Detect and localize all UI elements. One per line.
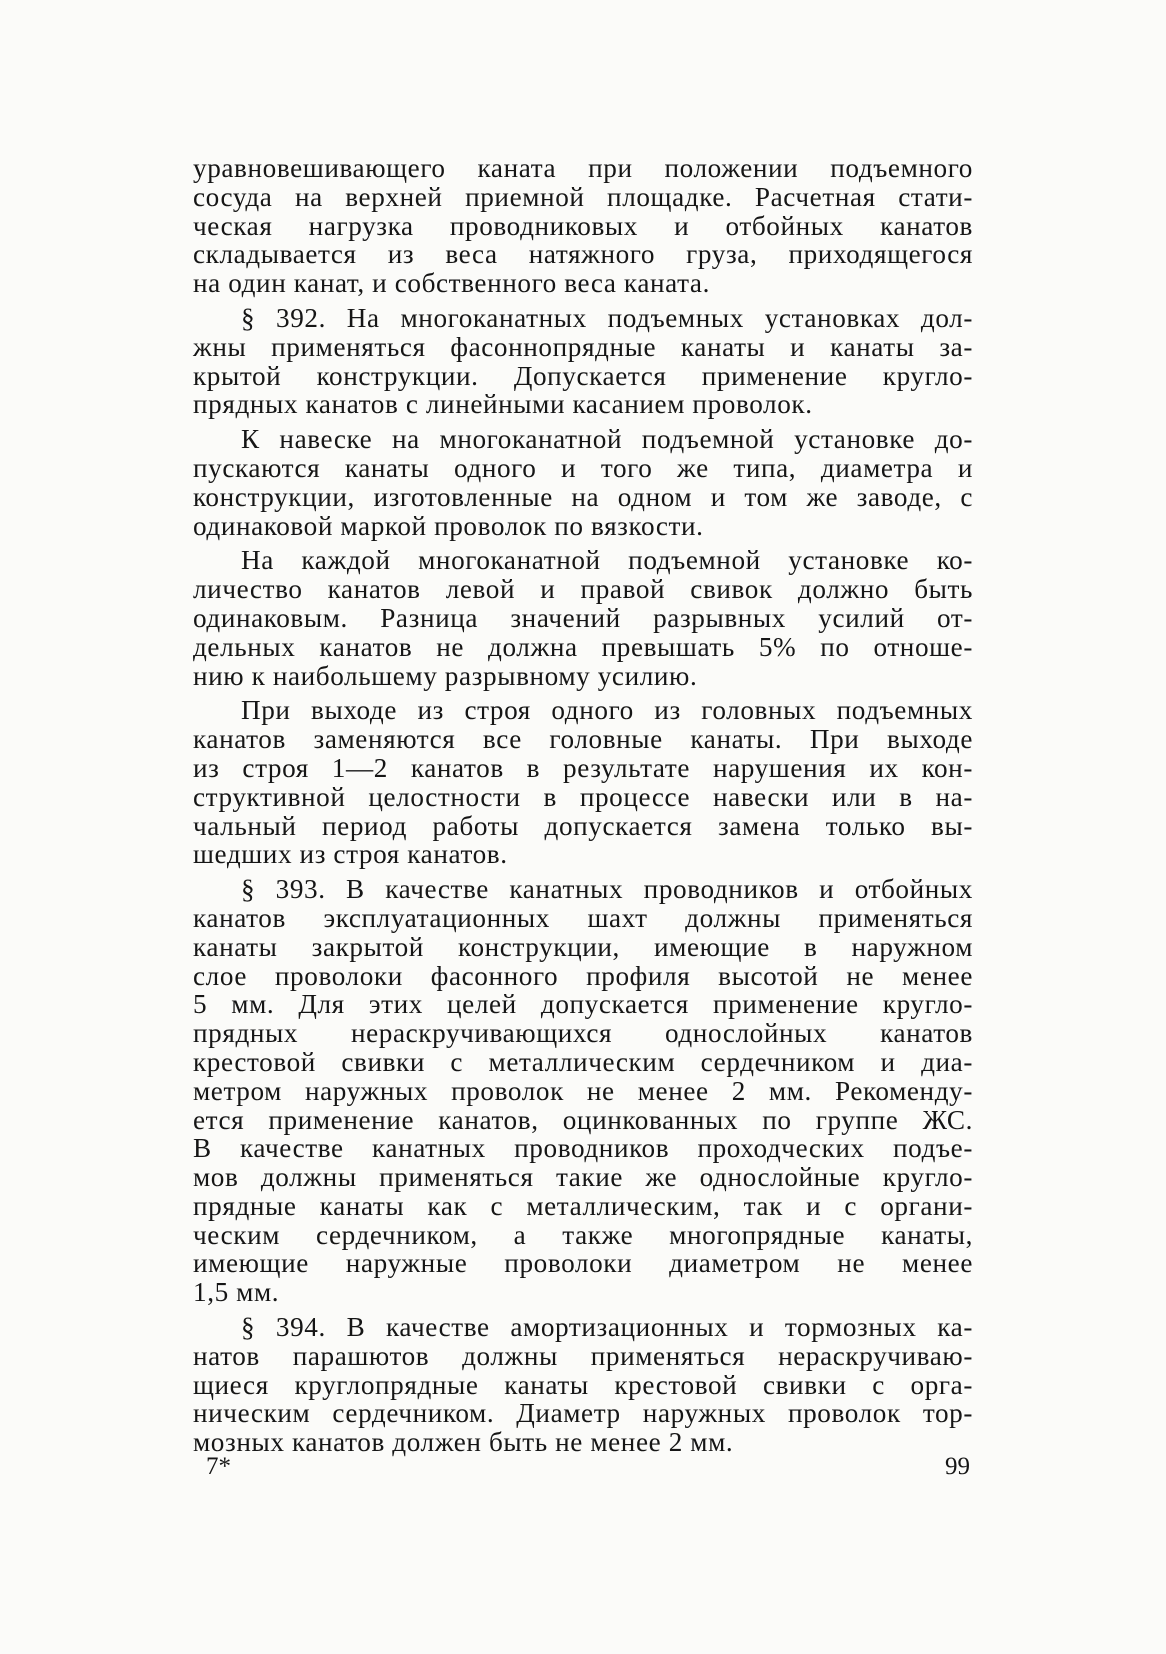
paragraph (193, 1313, 973, 1457)
text-line: чальный период работы допускается замена только вы- (193, 810, 973, 841)
text-line: натов парашютов должны применяться нераскручиваю- (193, 1340, 973, 1371)
text-line: уравновешивающего каната при положении подъемного (193, 153, 973, 183)
text-line: канаты закрытой конструкции, имеющие в наружном (193, 931, 973, 962)
text-line: На каждой многоканатной подъемной установке ко- (241, 545, 973, 576)
text-line: 5 мм. Для этих целей допускается применение кругло- (193, 989, 973, 1020)
text-line: нию к наибольшему разрывному усилию. (193, 660, 698, 691)
text-line: дельных канатов не должна превышать 5% по отноше- (193, 631, 973, 662)
text-line: сосуда на верхней приемной площадке. Расчетная стати- (193, 181, 973, 212)
text-line: прядных нераскручивающихся однослойных канатов (193, 1018, 973, 1049)
text-line: прядные канаты как с металлическим, так и с органи- (193, 1190, 973, 1221)
paragraph (193, 304, 973, 419)
text-line: метром наружных проволок не менее 2 мм. Рекоменду- (193, 1075, 973, 1106)
text-line: шедших из строя канатов. (193, 839, 508, 870)
text-line: При выходе из строя одного из головных подъемных (241, 695, 973, 726)
paragraph (193, 425, 973, 540)
text-line: мов должны применяться такие же однослойные кругло- (193, 1162, 973, 1193)
text-line: крестовой свивки с металлическим сердечником и диа- (193, 1046, 973, 1077)
text-line: на один канат, и собственного веса каната. (193, 268, 710, 299)
paragraph (193, 696, 973, 869)
text-line: мозных канатов должен быть не менее 2 мм. (193, 1427, 734, 1458)
body-text (193, 154, 973, 1457)
text-line: складывается из веса натяжного груза, приходящегося (193, 239, 973, 270)
text-line: 1,5 мм. (193, 1277, 280, 1308)
text-line: ческая нагрузка проводниковых и отбойных канатов (193, 210, 973, 241)
page-number: 99 (945, 1453, 970, 1480)
text-line: щиеся круглопрядные канаты крестовой свивки с орга- (193, 1369, 973, 1400)
text-line: § 393. В качестве канатных проводников и отбойных (241, 874, 973, 905)
text-line: канатов эксплуатационных шахт должны применяться (193, 902, 973, 933)
text-line: жны применяться фасоннопрядные канаты и канаты за- (193, 331, 973, 362)
text-line: В качестве канатных проводников проходческих подъе- (193, 1133, 973, 1164)
text-line: конструкции, изготовленные на одном и том же заводе, с (193, 481, 973, 512)
text-line: одинаковой маркой проволок по вязкости. (193, 510, 704, 541)
paragraph (193, 875, 973, 1307)
text-line: § 394. В качестве амортизационных и тормозных ка- (241, 1312, 973, 1343)
text-line: крытой конструкции. Допускается применение кругло- (193, 360, 973, 391)
text-line: прядных канатов с линейными касанием проволок. (193, 389, 813, 420)
text-line: ническим сердечником. Диаметр наружных проволок тор- (193, 1398, 973, 1429)
text-line: личество канатов левой и правой свивок должно быть (193, 574, 973, 605)
text-line: структивной целостности в процессе навески или в на- (193, 781, 973, 812)
paragraph (193, 154, 973, 298)
text-line: ческим сердечником, а также многопрядные канаты, (193, 1219, 973, 1250)
paragraph (193, 546, 973, 690)
text-line: канатов заменяются все головные канаты. При выходе (193, 724, 973, 755)
text-line: из строя 1—2 канатов в результате нарушения их кон- (193, 752, 973, 783)
text-line: ется применение канатов, оцинкованных по группе ЖС. (193, 1104, 973, 1135)
text-line: § 392. На многоканатных подъемных установках дол- (241, 302, 973, 333)
text-line: имеющие наружные проволоки диаметром не менее (193, 1248, 973, 1279)
text-line: К навеске на многоканатной подъемной установке до- (241, 424, 973, 455)
text-line: слое проволоки фасонного профиля высотой не менее (193, 960, 973, 991)
text-line: одинаковым. Разница значений разрывных усилий от- (193, 602, 973, 633)
text-line: пускаются канаты одного и того же типа, диаметра и (193, 452, 973, 483)
signature-mark: 7* (206, 1453, 231, 1480)
